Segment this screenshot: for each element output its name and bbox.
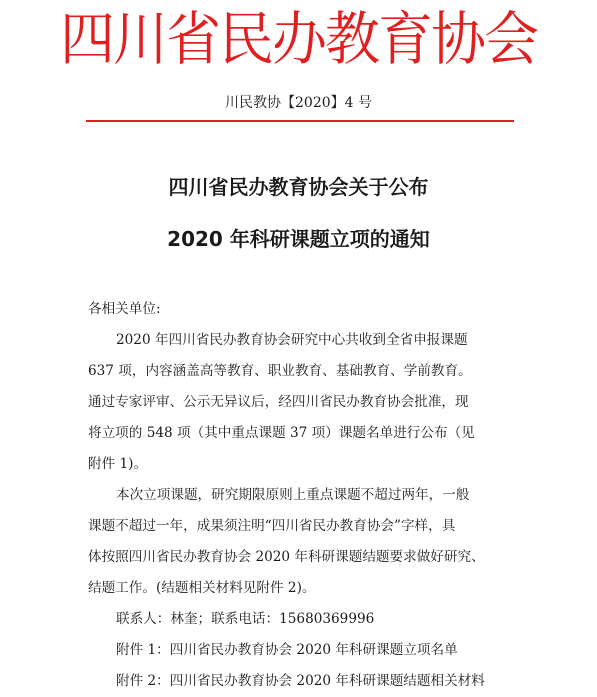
red-divider bbox=[86, 120, 514, 122]
letterhead-title: 四川省民办教育协会 bbox=[59, 5, 537, 73]
salutation: 各相关单位: bbox=[88, 301, 161, 317]
notice-title-line-1: 四川省民办教育协会关于公布 bbox=[168, 175, 429, 199]
paragraph-2-line: 课题不超过一年，成果须注明“四川省民办教育协会”字样，具 bbox=[88, 518, 456, 534]
paragraph-1-line: 2020 年四川省民办教育协会研究中心共收到全省申报课题 bbox=[116, 332, 468, 348]
paragraph-2-line: 体按照四川省民办教育协会 2020 年科研课题结题要求做好研究、 bbox=[88, 549, 485, 565]
attachment-2: 附件 2：四川省民办教育协会 2020 年科研课题结题相关材料 bbox=[116, 673, 485, 689]
notice-title-line-2: 2020 年科研课题立项的通知 bbox=[167, 227, 430, 251]
paragraph-1-line: 附件 1)。 bbox=[88, 456, 148, 472]
paragraph-1-line: 将立项的 548 项（其中重点课题 37 项）课题名单进行公布（见 bbox=[88, 425, 475, 441]
notice-body bbox=[88, 294, 510, 697]
paragraph-2-line: 本次立项课题，研究期限原则上重点课题不超过两年，一般 bbox=[116, 487, 470, 503]
contact-info: 联系人：林奎；联系电话：15680369996 bbox=[116, 611, 375, 627]
attachment-1: 附件 1：四川省民办教育协会 2020 年科研课题立项名单 bbox=[116, 642, 458, 658]
paragraph-2-line: 结题工作。(结题相关材料见附件 2)。 bbox=[88, 580, 316, 596]
paragraph-1-line: 637 项，内容涵盖高等教育、职业教育、基础教育、学前教育。 bbox=[88, 363, 472, 379]
paragraph-1-line: 通过专家评审、公示无异议后，经四川省民办教育协会批准，现 bbox=[88, 394, 469, 410]
document-number: 川民教协【2020】4 号 bbox=[225, 95, 372, 111]
